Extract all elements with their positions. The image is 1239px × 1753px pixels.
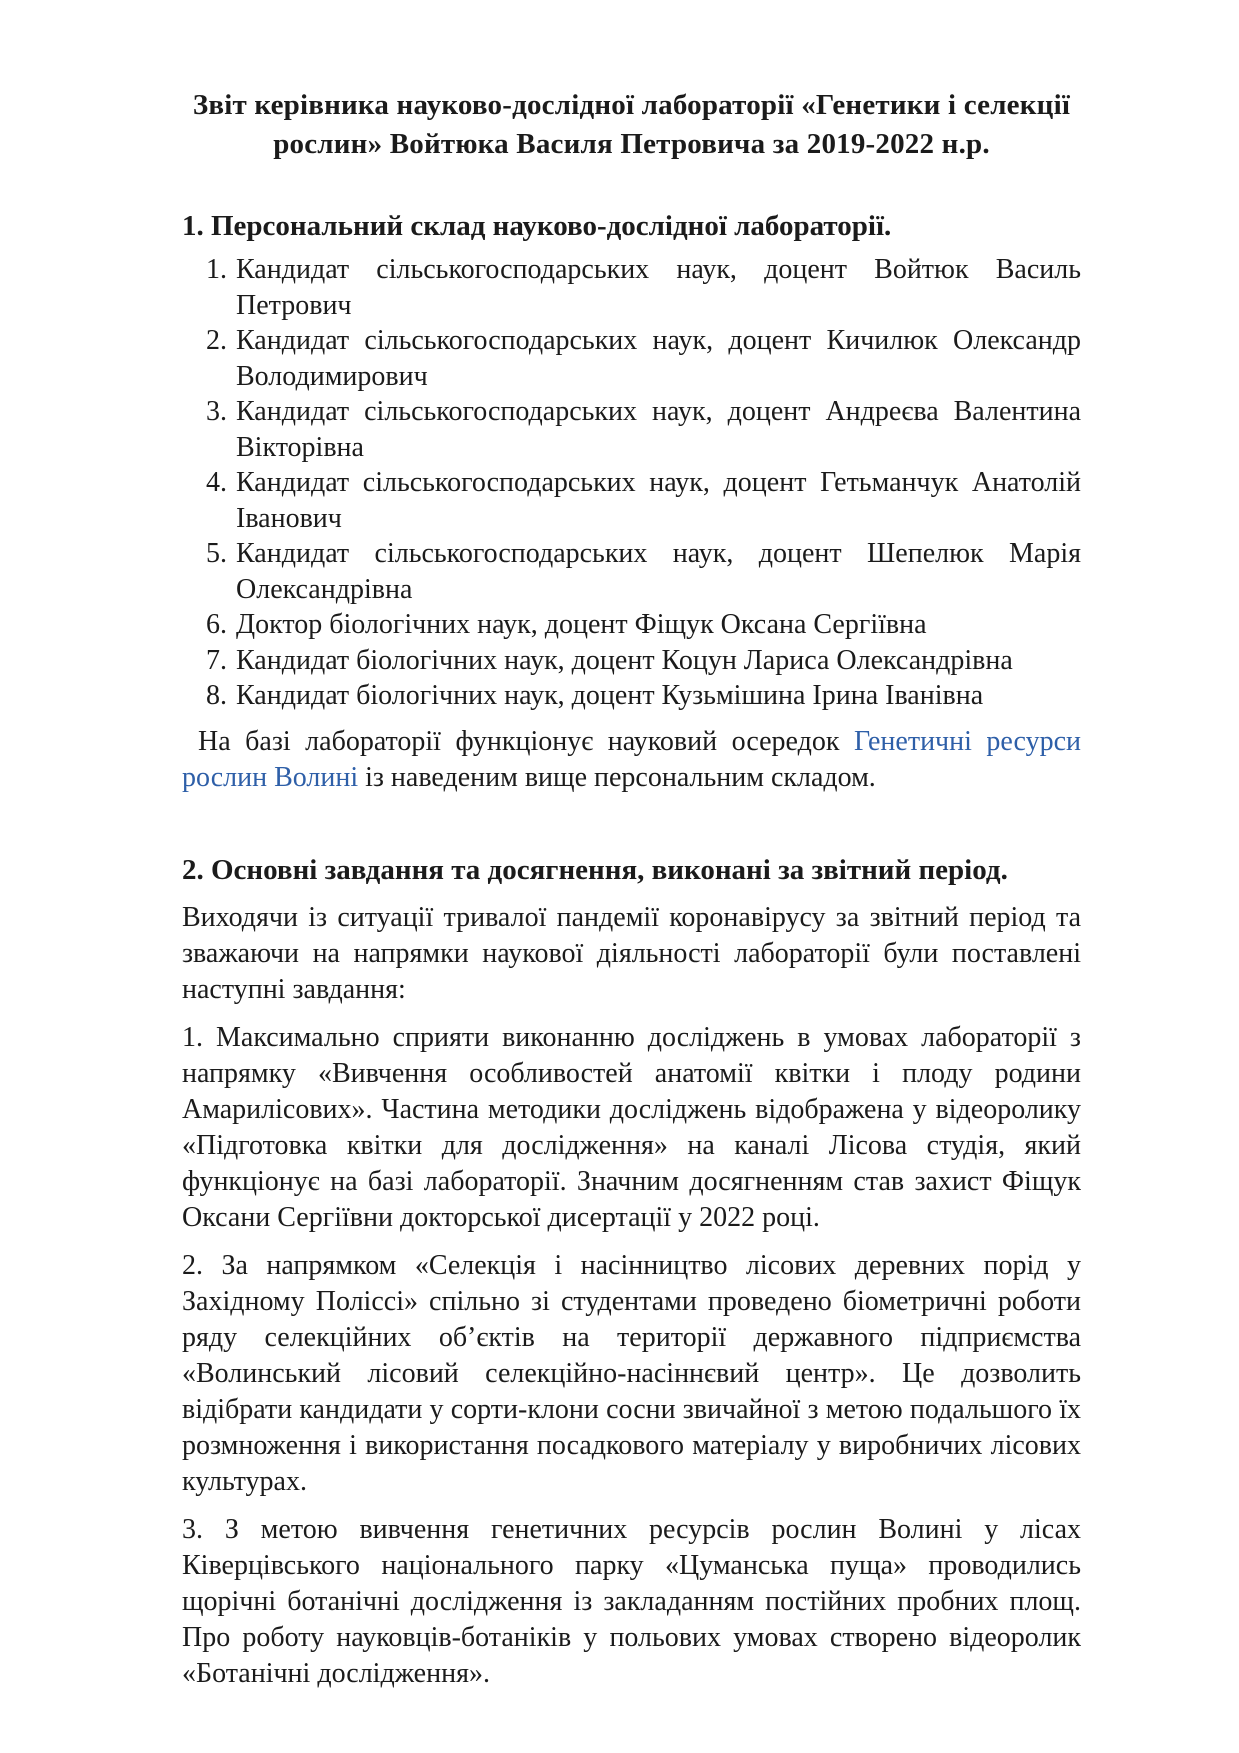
section-tasks (182, 852, 1081, 1692)
genetic-resources-link[interactable]: Генетичні ресурси рослин Волині (182, 725, 1081, 793)
task-paragraph-1: 1. Максимально сприяти виконанню досліджень в умовах лабораторії з напрямку «Вивчення особливостей анатомії квітки і плоду родини Амарилісових». Частина методики досліджень відображена у відеоролику «Підготовка квітки для дослідження» на каналі Лісова студія, який функціонує на базі лабораторії. Значним досягненням став захист Фіщук Оксани Сергіївни докторської дисертації у 2022 році. (182, 1021, 1081, 1233)
task-paragraph-3: 3. З метою вивчення генетичних ресурсів рослин Волині у лісах Ківерцівського національного парку «Цуманська пуща» проводились щорічні ботанічні дослідження із закладанням постійних пробних площ. Про роботу науковців-ботаніків у польових умовах створено відеоролик «Ботанічні дослідження». (182, 1513, 1081, 1689)
personnel-item: 8. Кандидат біологічних наук, доцент Кузьмішина Ірина Іванівна (234, 678, 1081, 714)
personnel-list (182, 252, 1081, 714)
tasks-intro-paragraph: Виходячи із ситуації тривалої пандемії коронавірусу за звітний період та зважаючи на напрямки наукової діяльності лабораторії були поставлені наступні завдання: (182, 901, 1081, 1005)
task-paragraph-2: 2. За напрямком «Селекція і насінництво лісових деревних порід у Західному Поліссі» спільно зі студентами проведено біометричні роботи ряду селекційних об’єктів на території державного підприємства «Волинський лісовий селекційно-насіннєвий центр». Це дозволить відібрати кандидати у сорти-клони сосни звичайної з метою подальшого їх розмноження і використання посадкового матеріалу у виробничих лісових культурах. (182, 1249, 1081, 1497)
document-title: Звіт керівника науково-дослідної лабораторії «Генетики і селекції рослин» Войтюка Василя Петровича за 2019-2022 н.р. (192, 89, 1071, 160)
personnel-item: 3. Кандидат сільськогосподарських наук, доцент Андреєва Валентина Вікторівна (234, 394, 1081, 465)
personnel-item: 5. Кандидат сільськогосподарських наук, доцент Шепелюк Марія Олександрівна (234, 536, 1081, 607)
lab-note-suffix: із наведеним вище персональним складом. (358, 761, 876, 793)
personnel-item: 2. Кандидат сільськогосподарських наук, доцент Кичилюк Олександр Володимирович (234, 323, 1081, 394)
section1-heading: 1. Персональний склад науково-дослідної лабораторії. (182, 210, 892, 242)
personnel-item: 6. Доктор біологічних наук, доцент Фіщук Оксана Сергіївна (234, 607, 1081, 643)
personnel-item: 1. Кандидат сільськогосподарських наук, доцент Войтюк Василь Петрович (234, 252, 1081, 323)
lab-note-paragraph (182, 724, 1081, 796)
lab-note-prefix: На базі лабораторії функціонує науковий осередок (198, 725, 854, 757)
section2-heading: 2. Основні завдання та досягнення, виконані за звітний період. (182, 853, 1008, 886)
personnel-item: 4. Кандидат сільськогосподарських наук, доцент Гетьманчук Анатолій Іванович (234, 465, 1081, 536)
personnel-item: 7. Кандидат біологічних наук, доцент Коцун Лариса Олександрівна (234, 643, 1081, 679)
section-personnel (182, 208, 1081, 796)
